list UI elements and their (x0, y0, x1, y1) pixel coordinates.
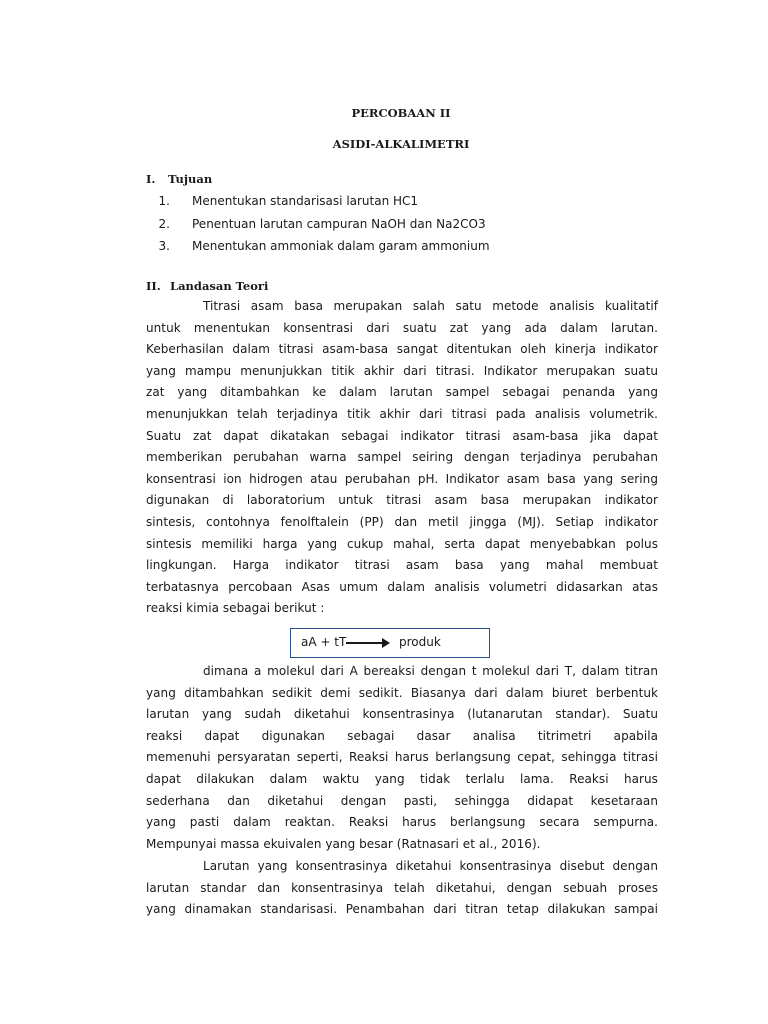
text-line: larutan standar dan konsentrasinya telah diketahui, dengan sebuah proses (146, 880, 658, 895)
text-line: Titrasi asam basa merupakan salah satu metode analisis kualitatif (203, 299, 658, 313)
equation-products: produk (399, 635, 441, 649)
text-line: yang dinamakan standarisasi. Penambahan dari titran tetap dilakukan sampai (146, 902, 658, 917)
text-line: terbatasnya percobaan Asas umum dalam analisis volumetri didasarkan atas (146, 579, 658, 594)
equation-reactants: aA + tT (301, 635, 347, 649)
list-item (146, 216, 490, 239)
item-text: Menentukan ammoniak dalam garam ammonium (192, 239, 490, 253)
section-title: Landasan Teori (170, 279, 269, 293)
list-item (146, 193, 490, 216)
text-line: reaksi kimia sebagai berikut : (146, 601, 325, 616)
text-line: larutan yang sudah diketahui konsentrasinya (lutanarutan standar). Suatu (146, 707, 658, 722)
text-line: Keberhasilan dalam titrasi asam-basa sangat ditentukan oleh kinerja indikator (146, 342, 658, 357)
document-subtitle: ASIDI-ALKALIMETRI (332, 137, 470, 151)
text-line: Larutan yang konsentrasinya diketahui konsentrasinya disebut dengan (203, 859, 658, 873)
paragraph-landasan-3 (146, 856, 658, 921)
text-line: Mempunyai massa ekuivalen yang besar (Ratnasari et al., 2016). (146, 836, 541, 851)
text-line: digunakan di laboratorium untuk titrasi asam basa merupakan indikator (146, 493, 658, 508)
text-line: memberikan perubahan warna sampel seiring dengan terjadinya perubahan (146, 450, 658, 465)
text-line: lingkungan. Harga indikator titrasi asam basa yang mahal membuat (146, 558, 658, 573)
section-heading-tujuan (146, 172, 212, 186)
text-line: reaksi dapat digunakan sebagai dasar analisa titrimetri apabila (146, 728, 658, 743)
text-line: konsentrasi ion hidrogen atau perubahan pH. Indikator asam basa yang sering (146, 471, 658, 486)
text-line: Suatu zat dapat dikatakan sebagai indikator titrasi asam-basa jika dapat (146, 428, 658, 443)
section-heading-landasan-teori (146, 279, 268, 293)
item-number: 1. (158, 194, 170, 208)
goals-list (146, 193, 490, 261)
text-line: memenuhi persyaratan seperti, Reaksi harus berlangsung cepat, sehingga titrasi (146, 750, 658, 765)
text-line: yang pasti dalam reaktan. Reaksi harus berlangsung secara sempurna. (146, 815, 658, 830)
text-line: dapat dilakukan dalam waktu yang tidak terlalu lama. Reaksi harus (146, 771, 658, 786)
item-text: Menentukan standarisasi larutan HC1 (192, 194, 419, 208)
section-title: Tujuan (168, 172, 213, 186)
right-arrow-icon (346, 642, 388, 644)
text-line: sederhana dan diketahui dengan pasti, sehingga didapat kesetaraan (146, 793, 658, 808)
text-line: sintesis memiliki harga yang cukup mahal, serta dapat menyebabkan polus (146, 536, 658, 551)
text-line: yang mampu menunjukkan titik akhir dari titrasi. Indikator merupakan suatu (146, 363, 658, 378)
text-line: yang ditambahkan sedikit demi sedikit. Biasanya dari dalam biuret berbentuk (146, 685, 658, 700)
paragraph-landasan-2 (146, 661, 658, 855)
paragraph-landasan-1 (146, 296, 658, 620)
text-line: untuk menentukan konsentrasi dari suatu zat yang ada dalam larutan. (146, 320, 658, 335)
text-line: dimana a molekul dari A bereaksi dengan t molekul dari T, dalam titran (203, 664, 658, 678)
text-line: sintesis, contohnya fenolftalein (PP) dan metil jingga (MJ). Setiap indikator (146, 514, 658, 529)
section-number: II. (146, 279, 161, 293)
item-text: Penentuan larutan campuran NaOH dan Na2CO3 (192, 216, 486, 231)
reaction-equation-box (290, 628, 490, 658)
text-line: menunjukkan telah terjadinya titik akhir dari titrasi pada analisis volumetrik. (146, 406, 658, 421)
list-item (146, 238, 490, 261)
document-title: PERCOBAAN II (351, 106, 451, 120)
item-number: 2. (158, 216, 170, 231)
section-number: I. (146, 172, 156, 186)
text-line: zat yang ditambahkan ke dalam larutan sampel sebagai penanda yang (146, 385, 658, 400)
item-number: 3. (158, 239, 170, 253)
